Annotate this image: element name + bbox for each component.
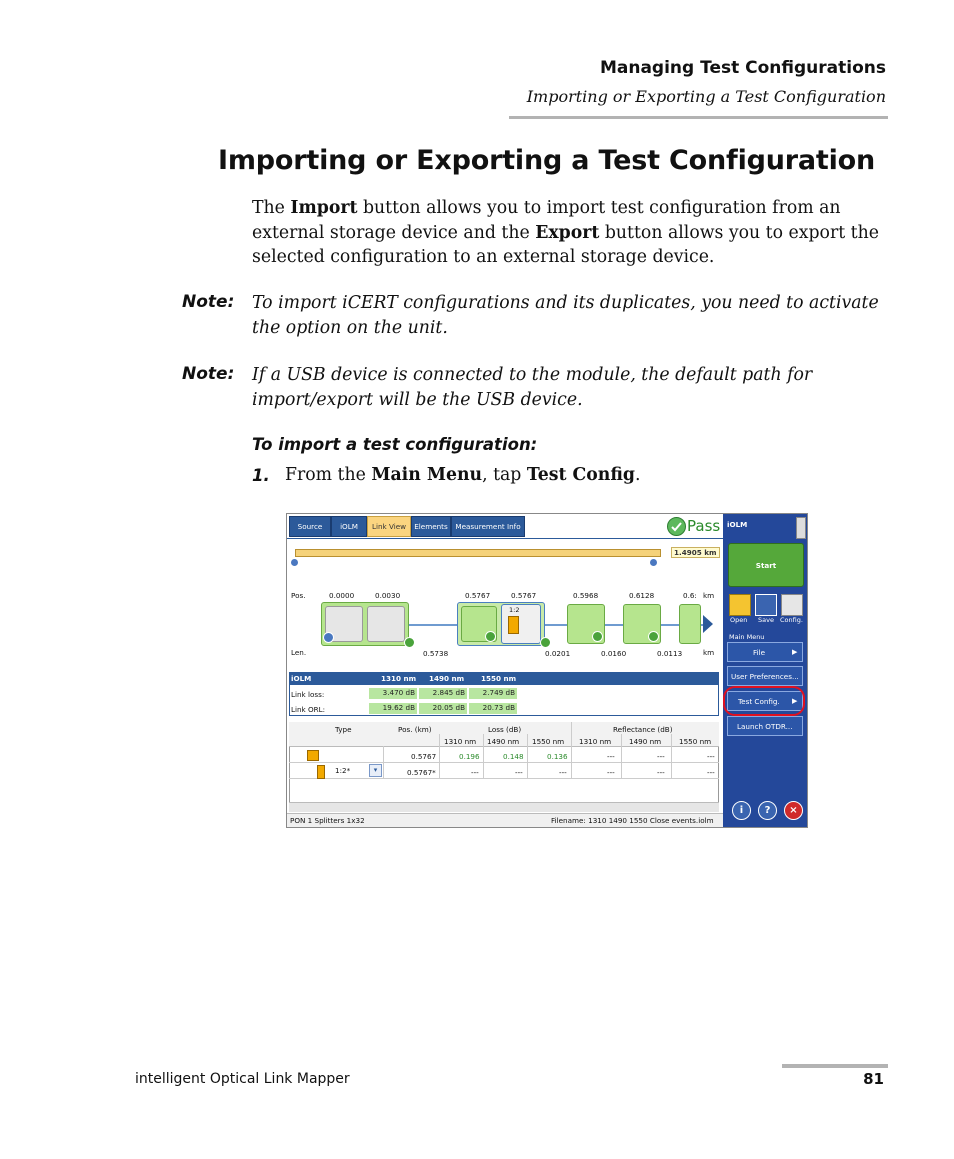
row1-refl: --- [657,752,665,761]
grid-line [289,778,719,779]
intro-text-3: button allows you to export the selected configuration to an external storage device. [252,222,879,267]
footer-rule [782,1064,888,1068]
pass-label: Pass [687,517,721,535]
row1-loss-1550: 0.136 [547,752,568,761]
open-folder-icon[interactable] [729,594,751,616]
iolm-col: 1490 nm [429,674,465,683]
grid-line [483,734,484,778]
connector-icon [307,750,319,761]
distance-track [295,549,661,557]
type-dropdown-icon[interactable]: ▾ [369,764,382,777]
grid-line [289,762,719,763]
close-icon[interactable]: × [784,801,803,820]
len-label: Len. [291,648,307,657]
pos-value: 0.0000 [329,591,355,600]
point-b-icon [650,559,657,566]
step-test-config-bold: Test Config [526,465,635,485]
link-loss-1550: 2.749 dB [469,688,517,699]
sub-col: 1310 nm [444,737,477,746]
grid-line [621,734,622,778]
grid-line [571,722,572,778]
step-number: 1. [252,466,270,485]
intro-import-bold: Import [290,198,358,218]
check-icon [404,637,415,648]
check-icon [540,637,551,648]
pos-label: Pos. [291,591,306,600]
header-rule [509,116,888,119]
menu-file-label: File [753,648,766,657]
link-orl-1490: 20.05 dB [419,703,467,714]
intro-text-1: The [252,198,291,218]
element-splitter[interactable] [501,604,541,644]
point-a-marker-icon [323,632,334,643]
grid-line [527,734,528,778]
splitter-row-icon [317,765,325,779]
menu-test-config-label: Test Config. [738,697,780,706]
sub-col: 1550 nm [532,737,565,746]
link-orl-1310: 19.62 dB [369,703,417,714]
pos-value: 0.5767 [465,591,491,600]
help-icon[interactable]: ? [758,801,777,820]
highlight-circle [723,686,805,716]
page-title: Importing or Exporting a Test Configuration [218,145,876,176]
note-label-2: Note: [182,364,235,384]
pos-value: 0.5968 [573,591,599,600]
scroll-right-icon[interactable] [703,615,713,633]
len-value: 0.0113 [657,649,683,658]
row1-refl: --- [707,752,715,761]
tab-iolm[interactable]: iOLM [331,516,367,537]
intro-paragraph [252,196,892,270]
info-icon[interactable]: i [732,801,751,820]
row2-loss: --- [471,768,479,777]
step-text [285,465,640,485]
iolm-col: 1310 nm [381,674,417,683]
sidebar-app-title: iOLM [727,520,748,529]
row1-refl: --- [607,752,615,761]
km-unit: km [703,591,715,600]
row2-refl: --- [707,768,715,777]
horizontal-scrollbar[interactable] [289,802,719,812]
col-loss: Loss (dB) [488,725,522,734]
menu-launch-otdr-label: Launch OTDR... [737,722,793,731]
config-tools-icon[interactable] [781,594,803,616]
sub-col: 1310 nm [579,737,612,746]
element-splice[interactable] [367,606,405,642]
battery-icon [796,517,806,539]
test-config-chevron-icon: ▶ [792,697,798,705]
row1-loss-1310: 0.196 [459,752,480,761]
row2-type: 1:2* [335,766,351,775]
pos-value: 0.6: [683,591,697,600]
row2-pos: 0.5767* [407,768,436,777]
col-reflectance: Reflectance (dB) [613,725,673,734]
footer-product-name: intelligent Optical Link Mapper [135,1071,350,1087]
save-disk-icon[interactable] [755,594,777,616]
check-icon [648,631,659,642]
note-text-2: If a USB device is connected to the module, the default path for import/export will be the USB device. [252,365,813,410]
save-label: Save [758,616,774,624]
km-unit: km [703,648,715,657]
step-text-1: From the [285,465,372,485]
note-label-1: Note: [182,292,235,312]
sub-col: 1550 nm [679,737,712,746]
check-icon [592,631,603,642]
splitter-ratio: 1:2 [509,606,520,614]
start-button[interactable]: Start [728,543,804,587]
col-type: Type [335,725,352,734]
page-number: 81 [863,1070,884,1088]
main-menu-title: Main Menu [729,633,765,641]
pos-value: 0.5767 [511,591,537,600]
len-value: 0.5738 [423,649,449,658]
open-label: Open [730,616,748,624]
tab-source[interactable]: Source [289,516,331,537]
grid-line [671,734,672,778]
point-a-icon [291,559,298,566]
pos-value: 0.6128 [629,591,655,600]
tab-elements[interactable]: Elements [411,516,451,537]
link-loss-1490: 2.845 dB [419,688,467,699]
pass-check-icon [667,517,686,536]
link-orl-1550: 20.73 dB [469,703,517,714]
note-text-1: To import iCERT configurations and its duplicates, you need to activate the option on the unit. [252,293,879,338]
menu-user-preferences-label: User Preferences... [731,672,799,681]
step-text-3: . [634,465,641,485]
config-label: Config. [780,616,803,624]
row2-refl: --- [657,768,665,777]
distance-readout: 1.4905 km [671,547,720,558]
procedure-heading: To import a test configuration: [252,435,538,454]
running-header-chapter: Managing Test Configurations [599,58,886,78]
iolm-screenshot [286,513,808,828]
row2-refl: --- [607,768,615,777]
row2-loss: --- [559,768,567,777]
iolm-col: 1550 nm [481,674,517,683]
link-loss-label: Link loss: [291,690,325,699]
iolm-table-title: iOLM [291,674,312,683]
check-icon [485,631,496,642]
row1-pos: 0.5767 [411,752,437,761]
element-connector-5[interactable] [679,604,701,644]
pos-value: 0.0030 [375,591,401,600]
splitter-icon [508,616,519,634]
col-pos: Pos. (km) [398,725,432,734]
status-filename: Filename: 1310 1490 1550 Close events.iolm [551,816,714,825]
step-text-2: , tap [482,465,527,485]
intro-export-bold: Export [535,222,600,243]
tab-link-view[interactable]: Link View [367,516,411,537]
sub-col: 1490 nm [487,737,520,746]
running-header-section: Importing or Exporting a Test Configuration [526,87,886,106]
row1-loss-1490: 0.148 [503,752,524,761]
link-orl-label: Link ORL: [291,705,326,714]
len-value: 0.0201 [545,649,571,658]
intro-text-2: button allows you to import test configuration from an external storage device and the [252,198,841,243]
step-main-menu-bold: Main Menu [371,465,483,485]
link-loss-1310: 3.470 dB [369,688,417,699]
status-left: PON 1 Splitters 1x32 [290,816,365,825]
len-value: 0.0160 [601,649,627,658]
row2-loss: --- [515,768,523,777]
sub-col: 1490 nm [629,737,662,746]
grid-line [439,734,440,778]
tab-measurement-info[interactable]: Measurement Info [451,516,525,537]
file-chevron-icon: ▶ [792,648,798,656]
